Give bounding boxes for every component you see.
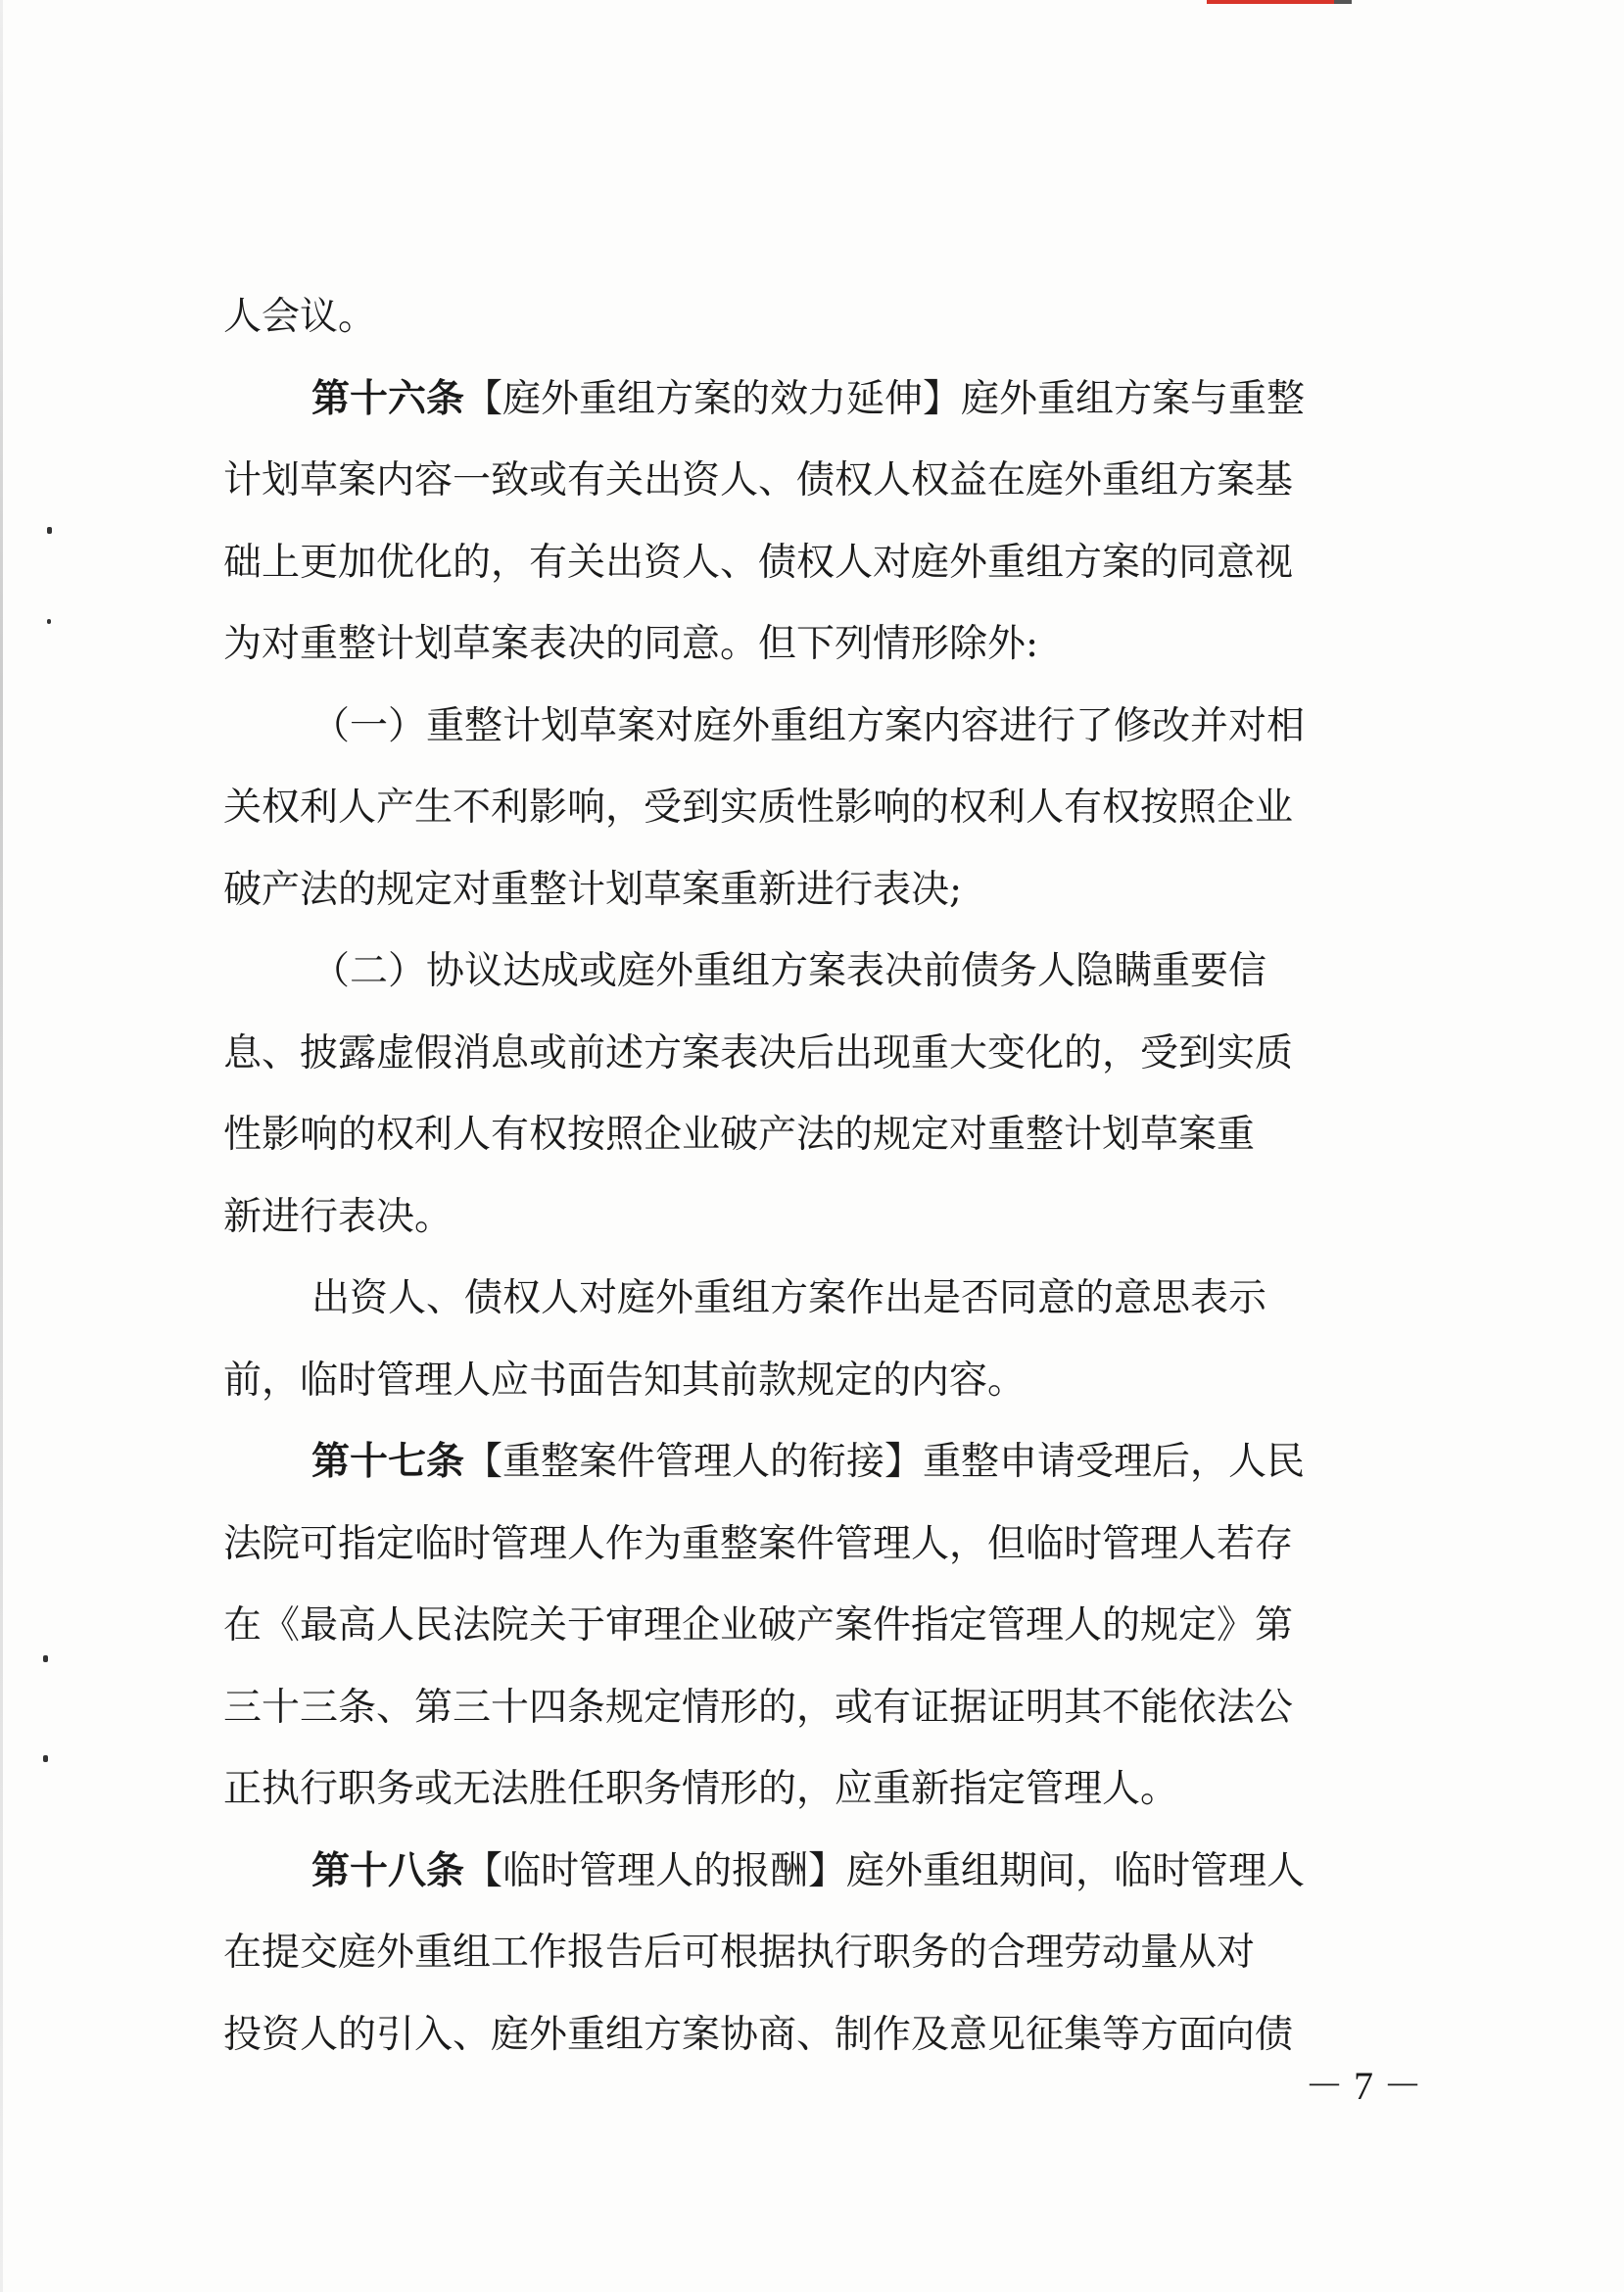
text-line — [223, 1504, 1430, 1586]
line-text: 在提交庭外重组工作报告后可根据执行职务的合理劳动量从对 — [223, 1931, 1256, 1975]
text-line — [223, 767, 1430, 849]
article-number: 第十六条 — [311, 375, 465, 421]
line-text: 关权利人产生不利影响，受到实质性影响的权利人有权按照企业 — [223, 786, 1294, 830]
text-line — [223, 276, 1430, 358]
text-line — [223, 1994, 1430, 2077]
text-line — [223, 440, 1430, 522]
text-line — [223, 1667, 1430, 1749]
article-number: 第十七条 — [311, 1439, 465, 1484]
text-line — [223, 1421, 1430, 1504]
line-text: 【重整案件管理人的衔接】重整申请受理后，人民 — [464, 1440, 1306, 1484]
text-line — [223, 1258, 1430, 1340]
text-line — [223, 1748, 1430, 1831]
binding-hole-mark — [43, 1655, 48, 1662]
line-text: 前，临时管理人应书面告知其前款规定的内容。 — [223, 1358, 1027, 1403]
text-line — [223, 1094, 1430, 1176]
text-line — [223, 1013, 1430, 1095]
text-line — [223, 522, 1430, 604]
top-dark-mark — [1334, 0, 1352, 4]
line-text: 在《最高人民法院关于审理企业破产案件指定管理人的规定》第 — [223, 1603, 1294, 1647]
line-text: 破产法的规定对重整计划草案重新进行表决; — [223, 867, 963, 912]
text-line — [223, 1831, 1430, 1913]
article-number: 第十八条 — [311, 1847, 465, 1893]
text-line — [223, 603, 1430, 686]
line-text: 新进行表决。 — [223, 1194, 454, 1239]
top-red-mark — [1207, 0, 1334, 4]
line-text: 【临时管理人的报酬】庭外重组期间，临时管理人 — [464, 1848, 1306, 1893]
page-number: － 7 － — [1305, 2064, 1422, 2108]
binding-hole-mark — [47, 619, 51, 624]
line-text: 正执行职务或无法胜任职务情形的，应重新指定管理人。 — [223, 1767, 1179, 1811]
document-body — [223, 276, 1430, 2076]
line-text: 人会议。 — [223, 295, 377, 339]
line-text: 投资人的引入、庭外重组方案协商、制作及意见征集等方面向债 — [223, 2012, 1294, 2057]
line-text: 计划草案内容一致或有关出资人、债权人权益在庭外重组方案基 — [223, 458, 1294, 502]
text-line — [223, 1176, 1430, 1259]
text-line — [223, 931, 1430, 1013]
line-text: 为对重整计划草案表决的同意。但下列情形除外: — [223, 622, 1039, 666]
line-text: 三十三条、第三十四条规定情形的，或有证据证明其不能依法公 — [223, 1685, 1294, 1730]
binding-hole-mark — [47, 527, 52, 534]
line-text: 出资人、债权人对庭外重组方案作出是否同意的意思表示 — [311, 1276, 1267, 1320]
binding-hole-mark — [43, 1755, 48, 1762]
line-text: 性影响的权利人有权按照企业破产法的规定对重整计划草案重 — [223, 1113, 1256, 1157]
text-line — [223, 849, 1430, 931]
line-text: （一）重整计划草案对庭外重组方案内容进行了修改并对相 — [311, 703, 1306, 748]
line-text: 础上更加优化的，有关出资人、债权人对庭外重组方案的同意视 — [223, 540, 1294, 585]
scan-edge — [0, 0, 3, 2292]
text-line — [223, 686, 1430, 768]
text-line — [223, 1585, 1430, 1667]
line-text: 息、披露虚假消息或前述方案表决后出现重大变化的，受到实质 — [223, 1030, 1294, 1075]
line-text: （二）协议达成或庭外重组方案表决前债务人隐瞒重要信 — [311, 949, 1267, 993]
text-line — [223, 1912, 1430, 1994]
text-line — [223, 1340, 1430, 1422]
line-text: 【庭外重组方案的效力延伸】庭外重组方案与重整 — [464, 376, 1306, 421]
text-line — [223, 358, 1430, 441]
line-text: 法院可指定临时管理人作为重整案件管理人，但临时管理人若存 — [223, 1521, 1294, 1566]
